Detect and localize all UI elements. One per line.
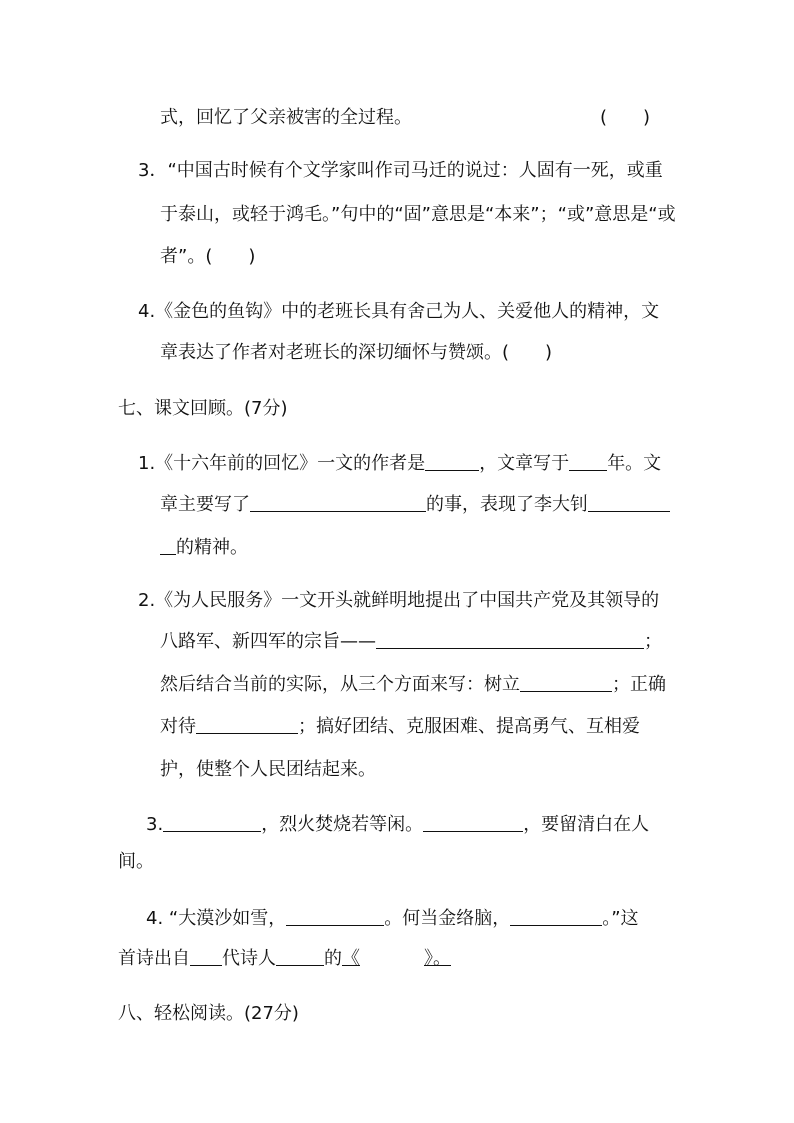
q3-text-a: 3.	[146, 814, 164, 835]
q4-text-c: 。”这	[602, 908, 639, 929]
q1-text-d: 章主要写了	[160, 494, 250, 515]
q2-line-2	[160, 631, 662, 653]
year-blank[interactable]	[569, 454, 607, 471]
q4-text-a: 4. “大漠沙如雪，	[146, 908, 287, 929]
section-8-heading: 八、轻松阅读。(27分)	[118, 1003, 299, 1024]
q3-line-1	[146, 814, 649, 836]
q1-line-1	[138, 453, 661, 475]
section-7-heading: 七、课文回顾。(7分)	[118, 398, 288, 419]
poem-blank-3[interactable]	[286, 909, 384, 926]
q4-line-2	[118, 948, 451, 970]
q1-line-2	[160, 494, 670, 516]
q2-line-4	[160, 716, 640, 738]
q2-text-l4b: ；搞好团结、克服困难、提高勇气、互相爱	[298, 716, 640, 737]
q2-text-l3b: ；正确	[612, 674, 666, 695]
spirit-blank-2[interactable]	[160, 538, 176, 555]
intro-line	[160, 107, 412, 129]
q1-text-f: 的精神。	[176, 537, 248, 558]
poem-blank-2[interactable]	[423, 815, 523, 832]
q3-text-b: ，烈火焚烧若等闲。	[261, 814, 424, 835]
poem-blank-1[interactable]	[163, 815, 261, 832]
q4-line-1	[146, 908, 639, 930]
judge-item-3-line-3: 者”。( )	[160, 246, 256, 267]
purpose-blank[interactable]	[376, 632, 644, 649]
q2-text-l3a: 然后结合当前的实际，从三个方面来写：树立	[160, 674, 520, 695]
q2-text-l2a: 八路军、新四军的宗旨——	[160, 631, 376, 652]
treat-blank[interactable]	[196, 717, 298, 734]
judge-item-3-line-1: 3．“中国古时候有个文学家叫作司马迁的说过：人固有一死，或重	[138, 160, 663, 181]
judge-item-4-line-1: 4.《金色的鱼钩》中的老班长具有舍己为人、关爱他人的精神，文	[138, 301, 660, 322]
q4-text-e: 代诗人	[222, 948, 276, 969]
q3-text-c: ，要留清白在人	[523, 814, 650, 835]
judge-item-4-line-2: 章表达了作者对老班长的深切缅怀与赞颂。( )	[160, 342, 553, 363]
book-title-close: 》。	[424, 948, 451, 969]
establish-blank[interactable]	[520, 675, 612, 692]
dynasty-blank[interactable]	[190, 949, 222, 966]
q1-line-3	[160, 537, 248, 559]
q4-text-d: 首诗出自	[118, 948, 190, 969]
q2-text-l2b: ；	[644, 631, 662, 652]
q1-text-b: ，文章写于	[479, 453, 570, 474]
judge-item-3-line-2: 于泰山，或轻于鸿毛。”句中的“固”意思是“本来”；“或”意思是“或	[160, 204, 676, 225]
content-blank[interactable]	[250, 495, 426, 512]
q2-line-1: 2.《为人民服务》一文开头就鲜明地提出了中国共产党及其领导的	[138, 590, 660, 611]
q3-line-2: 间。	[118, 851, 154, 872]
book-title-open: 《	[342, 948, 360, 969]
q1-text-a: 1.《十六年前的回忆》一文的作者是	[138, 453, 426, 474]
poem-blank-4[interactable]	[510, 909, 602, 926]
intro-text: 式，回忆了父亲被害的全过程。	[160, 107, 412, 128]
answer-paren-1[interactable]: ( )	[600, 107, 651, 128]
q2-text-l4a: 对待	[160, 716, 196, 737]
q1-text-e: 的事，表现了李大钊	[426, 494, 588, 515]
q1-text-c: 年。文	[607, 453, 662, 474]
author-blank[interactable]	[425, 454, 479, 471]
q4-text-f: 的	[324, 948, 342, 969]
q4-text-b: 。何当金络脑，	[384, 908, 511, 929]
poet-blank[interactable]	[276, 949, 324, 966]
q2-line-3	[160, 674, 666, 696]
spirit-blank-1[interactable]	[588, 495, 670, 512]
q2-line-5: 护，使整个人民团结起来。	[160, 759, 376, 780]
poem-title-blank[interactable]	[342, 948, 451, 969]
